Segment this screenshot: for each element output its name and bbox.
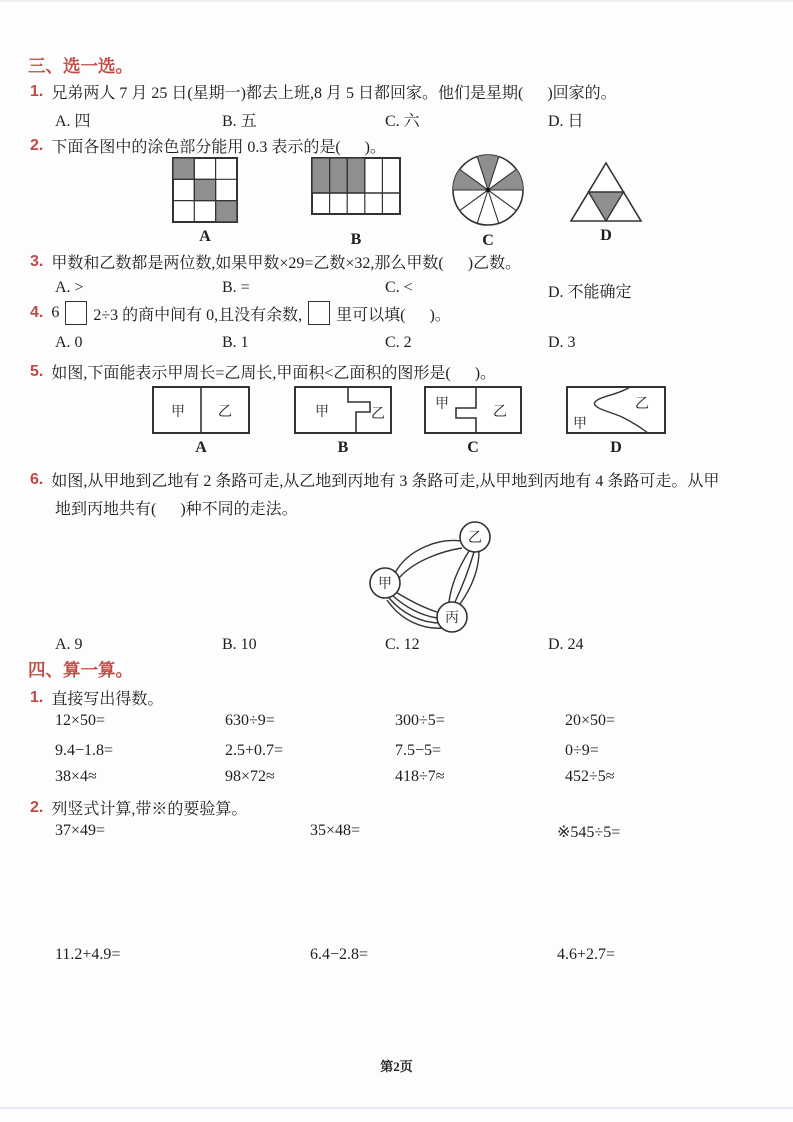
q6-path-diagram [340, 515, 550, 637]
question-3-text: 甲数和乙数都是两位数,如果甲数×29=乙数×32,那么甲数( )乙数。 [51, 255, 522, 272]
q4-option-c: C. 2 [385, 334, 412, 351]
q3-option-d: D. 不能确定 [548, 284, 632, 301]
question-1-text: 兄弟两人 7 月 25 日(星期一)都去上班,8 月 5 日都回家。他们是星期( )回家的。 [51, 85, 617, 102]
q5-figure-c-label: C [467, 439, 479, 456]
vertical-calc-row-1 [55, 822, 620, 842]
q2-figure-a-label: A [199, 228, 211, 245]
q3-option-c: C. < [385, 279, 413, 296]
q6-option-d: D. 24 [548, 636, 584, 653]
q4-text-mid: 2÷3 的商中间有 0,且没有余数, [93, 306, 303, 324]
question-5-text: 如图,下面能表示甲周长=乙周长,甲面积<乙面积的图形是( )。 [51, 365, 497, 382]
calc-row-3 [55, 768, 615, 786]
calc-item: 35×48= [310, 822, 361, 839]
q5-b-jia-label: 甲 [315, 405, 329, 420]
calc-item: 630÷9= [225, 712, 275, 729]
q2-figure-c-label: C [482, 232, 494, 249]
question-6-line2: 地到丙地共有( )种不同的走法。 [55, 501, 298, 518]
calc-item: 37×49= [55, 822, 106, 839]
calc-item: 20×50= [565, 712, 616, 729]
q1-option-c: C. 六 [385, 113, 420, 130]
q6-option-c: C. 12 [385, 636, 420, 653]
section3-header: 三、选一选。 [28, 56, 133, 76]
calc-item: 11.2+4.9= [55, 946, 121, 963]
q4-option-d: D. 3 [548, 334, 576, 351]
q4-text-after: 里可以填( )。 [336, 306, 451, 324]
question-6-options [55, 636, 584, 654]
q3-option-b: B. = [222, 279, 250, 296]
question-2-text: 下面各图中的涂色部分能用 0.3 表示的是( )。 [51, 139, 387, 156]
question-3 [30, 250, 521, 273]
q6-node-yi: 乙 [468, 531, 482, 546]
q2-grid-figure [172, 157, 238, 223]
vertical-calc-row-2 [55, 946, 615, 964]
calc-item: 38×4≈ [55, 768, 97, 785]
q5-d-yi-label: 乙 [635, 397, 649, 412]
page-bottom-edge [0, 1107, 793, 1109]
question-6-line1: 如图,从甲地到乙地有 2 条路可走,从乙地到丙地有 3 条路可走,从甲地到丙地有 4 条路可走。从甲 [51, 473, 720, 490]
q2-figure-d-label: D [600, 227, 612, 244]
q1-option-d: D. 日 [548, 113, 584, 130]
calc-item: ※545÷5= [557, 824, 621, 841]
calc-item: 9.4−1.8= [55, 742, 114, 759]
question-2 [30, 134, 386, 157]
question-6-number: 6. [30, 470, 44, 488]
calc-item: 7.5−5= [395, 742, 442, 759]
calc-item: 0÷9= [565, 742, 599, 759]
q2-figure-a [170, 157, 240, 246]
q4-digit-box-1 [65, 301, 87, 325]
q2-triangle-figure [566, 160, 646, 224]
q5-rect-d [566, 386, 666, 434]
calc-row-2 [55, 742, 599, 760]
q6-option-a: A. 9 [55, 636, 83, 653]
q5-figure-d-label: D [610, 439, 622, 456]
question-2-number: 2. [30, 136, 44, 154]
question-1-number: 1. [30, 82, 44, 100]
q2-figure-b [310, 157, 402, 249]
q3-option-a: A. > [55, 279, 84, 296]
section4-q1-label: 直接写出得数。 [51, 691, 164, 708]
question-4 [30, 301, 451, 325]
q5-rect-b [294, 386, 392, 434]
q5-rect-c [424, 386, 522, 434]
question-5-number: 5. [30, 362, 44, 380]
q6-node-jia: 甲 [378, 577, 392, 592]
q6-graph-figure [345, 515, 545, 637]
q5-c-jia-label: 甲 [435, 397, 449, 412]
q2-circle-figure [451, 153, 525, 227]
q1-option-a: A. 四 [55, 113, 91, 130]
calc-item: 4.6+2.7= [557, 946, 616, 963]
section4-q2 [30, 796, 247, 819]
question-6 [30, 468, 719, 491]
calc-item: 6.4−2.8= [310, 946, 369, 963]
q2-figure-d [566, 160, 646, 245]
section4-q1 [30, 686, 163, 709]
q6-option-b: B. 10 [222, 636, 257, 653]
question-1 [30, 80, 617, 103]
question-3-number: 3. [30, 252, 44, 270]
q5-figure-d [566, 386, 666, 457]
calc-row-1 [55, 712, 615, 730]
calc-item: 2.5+0.7= [225, 742, 284, 759]
question-5 [30, 360, 496, 383]
section4-q2-number: 2. [30, 798, 44, 816]
q5-figure-c [424, 386, 522, 457]
page-top-edge [0, 0, 793, 2]
calc-item: 452÷5≈ [565, 768, 615, 785]
section4-header: 四、算一算。 [28, 660, 133, 680]
calc-item: 418÷7≈ [395, 768, 445, 785]
section4-q1-number: 1. [30, 688, 44, 706]
q1-option-b: B. 五 [222, 113, 257, 130]
calc-item: 300÷5= [395, 712, 445, 729]
q5-a-jia-label: 甲 [171, 405, 185, 420]
question-3-options [55, 279, 632, 302]
q4-option-a: A. 0 [55, 334, 83, 351]
q4-text-before: 6 [51, 304, 60, 321]
q5-a-yi-label: 乙 [218, 405, 232, 420]
q4-digit-box-2 [308, 301, 330, 325]
q5-figure-a [152, 386, 250, 457]
page-number: 第2页 [380, 1059, 413, 1074]
q6-node-bing: 丙 [445, 611, 459, 626]
calc-item: 98×72≈ [225, 768, 275, 785]
q2-rect-figure [311, 157, 401, 215]
q5-b-yi-label: 乙 [371, 407, 385, 422]
q4-option-b: B. 1 [222, 334, 249, 351]
question-4-options [55, 334, 576, 352]
q5-c-yi-label: 乙 [493, 405, 507, 420]
question-4-number: 4. [30, 304, 44, 321]
question-1-options [55, 108, 584, 131]
q5-figure-b-label: B [337, 439, 349, 456]
question-6-cont [55, 496, 298, 519]
q5-figure-a-label: A [195, 439, 207, 456]
q5-figure-b [294, 386, 392, 457]
q5-rect-a [152, 386, 250, 434]
q2-figure-b-label: B [350, 231, 362, 248]
q5-d-jia-label: 甲 [573, 417, 587, 432]
calc-item: 12×50= [55, 712, 106, 729]
q2-figure-c [450, 153, 526, 250]
section4-q2-label: 列竖式计算,带※的要验算。 [51, 801, 248, 818]
